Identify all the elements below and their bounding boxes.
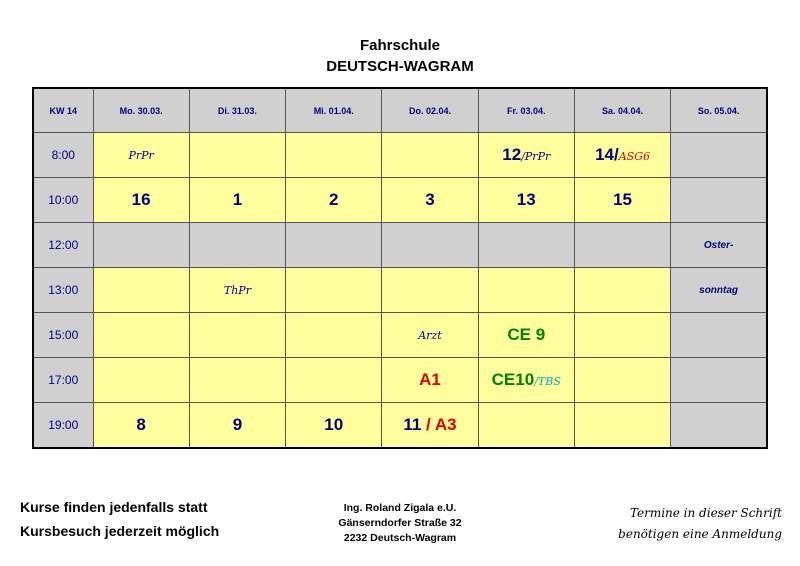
table-cell (671, 178, 767, 223)
table-cell (189, 223, 285, 268)
table-cell (93, 358, 189, 403)
table-cell (189, 358, 285, 403)
table-cell (286, 133, 382, 178)
day-header: Sa. 04.04. (574, 88, 670, 133)
cell-text: ThPr (223, 284, 251, 297)
page-subtitle: DEUTSCH-WAGRAM (326, 58, 474, 75)
table-cell (478, 268, 574, 313)
table-cell (574, 358, 670, 403)
table-cell: 15 (574, 178, 670, 223)
table-cell (382, 313, 478, 358)
table-cell: 3 (382, 178, 478, 223)
table-cell (189, 313, 285, 358)
cell-text: CE10 (491, 370, 535, 389)
week-label: KW 14 (33, 88, 93, 133)
cell-text: 14 (595, 145, 614, 164)
table-cell (478, 133, 574, 178)
table-cell: 9 (189, 403, 285, 449)
table-cell: 10 (286, 403, 382, 449)
table-cell (189, 268, 285, 313)
cell-separator: / (614, 145, 619, 164)
table-cell (671, 313, 767, 358)
table-cell: A1 (382, 358, 478, 403)
table-cell: 13 (478, 178, 574, 223)
day-header: So. 05.04. (671, 88, 767, 133)
table-row (33, 403, 767, 449)
table-row (33, 358, 767, 403)
time-label: 12:00 (33, 223, 93, 268)
table-cell (286, 313, 382, 358)
table-row (33, 268, 767, 313)
table-cell (574, 403, 670, 449)
address-line: Ing. Roland Zigala e.U. (343, 502, 457, 514)
cell-text: Arzt (418, 329, 442, 342)
table-cell (382, 223, 478, 268)
table-cell (286, 223, 382, 268)
address-line: 2232 Deutsch-Wagram (343, 532, 457, 544)
cell-subtext: /PrPr (521, 150, 551, 163)
script-note-line: benötigen eine Anmeldung (618, 527, 782, 541)
table-cell: 16 (93, 178, 189, 223)
footer-note-attendance: Kursbesuch jederzeit möglich (20, 523, 220, 539)
day-header: Di. 31.03. (189, 88, 285, 133)
table-cell: 2 (286, 178, 382, 223)
footer-note-courses: Kurse finden jedenfalls statt (20, 499, 208, 515)
address-line: Gänserndorfer Straße 32 (338, 517, 462, 529)
table-row (33, 133, 767, 178)
page-title: Fahrschule (359, 37, 441, 54)
table-cell (189, 133, 285, 178)
table-cell (671, 358, 767, 403)
table-cell (93, 268, 189, 313)
table-cell (382, 268, 478, 313)
table-cell (286, 268, 382, 313)
table-cell (93, 313, 189, 358)
table-cell (93, 133, 189, 178)
cell-subtext: ASG6 (618, 150, 650, 163)
table-cell (382, 133, 478, 178)
time-label: 15:00 (33, 313, 93, 358)
day-header: Mi. 01.04. (286, 88, 382, 133)
table-row (33, 313, 767, 358)
table-cell (478, 358, 574, 403)
day-header: Fr. 03.04. (478, 88, 574, 133)
table-cell (478, 403, 574, 449)
cell-text: PrPr (128, 149, 154, 162)
cell-separator: / (421, 415, 435, 434)
table-row (33, 178, 767, 223)
cell-text: 11 (403, 415, 422, 434)
time-label: 19:00 (33, 403, 93, 449)
table-cell: 8 (93, 403, 189, 449)
table-cell (574, 268, 670, 313)
table-header-row (33, 88, 767, 133)
table-cell (382, 403, 478, 449)
day-header: Do. 02.04. (382, 88, 478, 133)
cell-subtext: A3 (434, 415, 457, 434)
table-cell (574, 223, 670, 268)
time-label: 8:00 (33, 133, 93, 178)
table-cell (93, 223, 189, 268)
table-cell: CE 9 (478, 313, 574, 358)
day-header: Mo. 30.03. (93, 88, 189, 133)
table-cell: 1 (189, 178, 285, 223)
holiday-label: Oster- (671, 223, 767, 268)
time-label: 13:00 (33, 268, 93, 313)
time-label: 10:00 (33, 178, 93, 223)
schedule-table (32, 87, 768, 449)
cell-subtext: /TBS (534, 375, 561, 388)
cell-text: 12 (502, 145, 522, 164)
time-label: 17:00 (33, 358, 93, 403)
holiday-label: sonntag (671, 268, 767, 313)
table-cell (671, 403, 767, 449)
table-row (33, 223, 767, 268)
table-cell (574, 133, 670, 178)
table-cell (574, 313, 670, 358)
script-note-line: Termine in dieser Schrift (629, 506, 782, 520)
table-cell (286, 358, 382, 403)
table-cell (478, 223, 574, 268)
table-cell (671, 133, 767, 178)
